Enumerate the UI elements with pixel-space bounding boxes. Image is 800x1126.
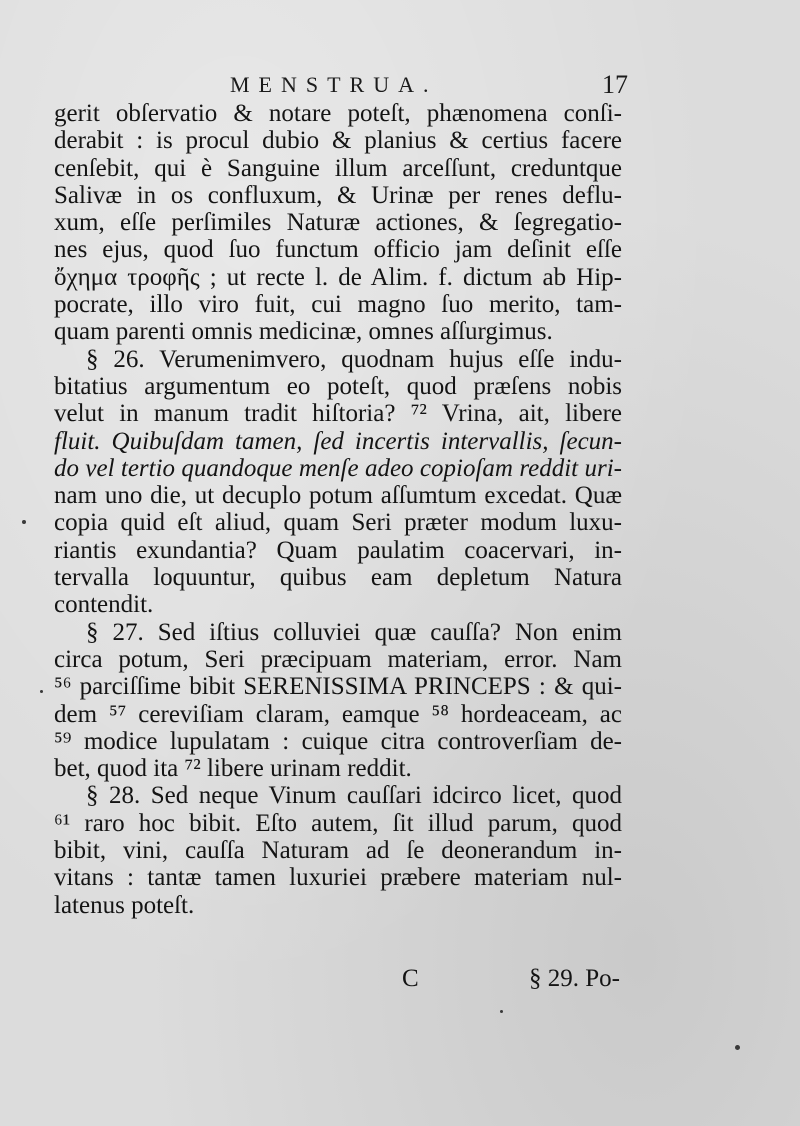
text-line: nes ejus, quod ſuo functum officio jam deſinit eſſe (54, 236, 622, 264)
text-line: xum, eſſe perſimiles Naturæ actiones, & ſegregatio- (54, 209, 622, 237)
page-header (60, 70, 630, 104)
text-line: copia quid eſt aliud, quam Seri præter modum luxu- (54, 509, 622, 537)
ink-speck (735, 1045, 740, 1050)
catchword: § 29. Po- (529, 965, 620, 992)
ink-speck (500, 1010, 503, 1013)
text-line: bitatius argumentum eo poteſt, quod præſens nobis (54, 372, 622, 400)
page-footer (60, 965, 620, 999)
text-line: ⁵⁹ modice lupulatam : cuique citra controverſiam de- (54, 727, 622, 755)
body-text (54, 100, 622, 919)
italic-quote-line: do vel tertio quandoque menſe adeo copioſam reddit uri- (54, 454, 622, 482)
text-line: nam uno die, ut decuplo potum aſſumtum excedat. Quæ (54, 482, 622, 510)
italic-quote-line: fluit. Quibuſdam tamen, ſed incertis intervallis, ſecun- (54, 427, 622, 455)
text-line: cenſebit, qui è Sanguine illum arceſſunt, creduntque (54, 154, 622, 182)
text-line: gerit obſervatio & notare poteſt, phænomena conſi- (54, 100, 622, 127)
text-line: circa potum, Seri præcipuam materiam, error. Nam (54, 645, 622, 673)
text-line: ὄχημα τροφῆς ; ut recte l. de Alim. f. dictum ab Hip- (54, 263, 622, 291)
running-title: MENSTRUA. (230, 72, 438, 97)
text-line: contendit. (54, 591, 154, 619)
text-line: derabit : is procul dubio & planius & certius facere (54, 127, 622, 155)
page-number: 17 (602, 70, 628, 99)
text-line: pocrate, illo viro fuit, cui magno ſuo merito, tam- (54, 291, 622, 319)
signature-mark: C (402, 965, 419, 992)
paragraph-28-start: § 28. Sed neque Vinum cauſſari idcirco licet, quod (86, 782, 622, 810)
text-line: ⁵⁶ parciſſime bibit SERENISSIMA PRINCEPS : & qui- (54, 673, 622, 701)
ink-speck (40, 690, 43, 693)
text-line: vitans : tantæ tamen luxuriei præbere materiam nul- (54, 864, 622, 892)
text-line: tervalla loquuntur, quibus eam depletum Natura (54, 564, 622, 592)
text-line: dem ⁵⁷ cereviſiam claram, eamque ⁵⁸ hordeaceam, ac (54, 700, 622, 728)
text-line: bet, quod ita ⁷² libere urinam reddit. (54, 755, 412, 783)
text-line: bibit, vini, cauſſa Naturam ad ſe deonerandum in- (54, 837, 622, 865)
text-line: latenus poteſt. (54, 891, 195, 919)
ink-speck (22, 520, 26, 524)
paragraph-26-start: § 26. Verumenimvero, quodnam hujus eſſe indu- (86, 345, 622, 373)
paragraph-27-start: § 27. Sed iſtius colluviei quæ cauſſa? Non enim (86, 618, 622, 646)
text-line: Salivæ in os confluxum, & Urinæ per renes deflu- (54, 181, 622, 209)
text-line: riantis exundantia? Quam paulatim coacervari, in- (54, 536, 622, 564)
text-line: velut in manum tradit hiſtoria? ⁷² Vrina, ait, libere (54, 400, 622, 428)
text-line: quam parenti omnis medicinæ, omnes aſſurgimus. (54, 318, 553, 346)
text-line: ⁶¹ raro hoc bibit. Eſto autem, ſit illud parum, quod (54, 809, 622, 837)
